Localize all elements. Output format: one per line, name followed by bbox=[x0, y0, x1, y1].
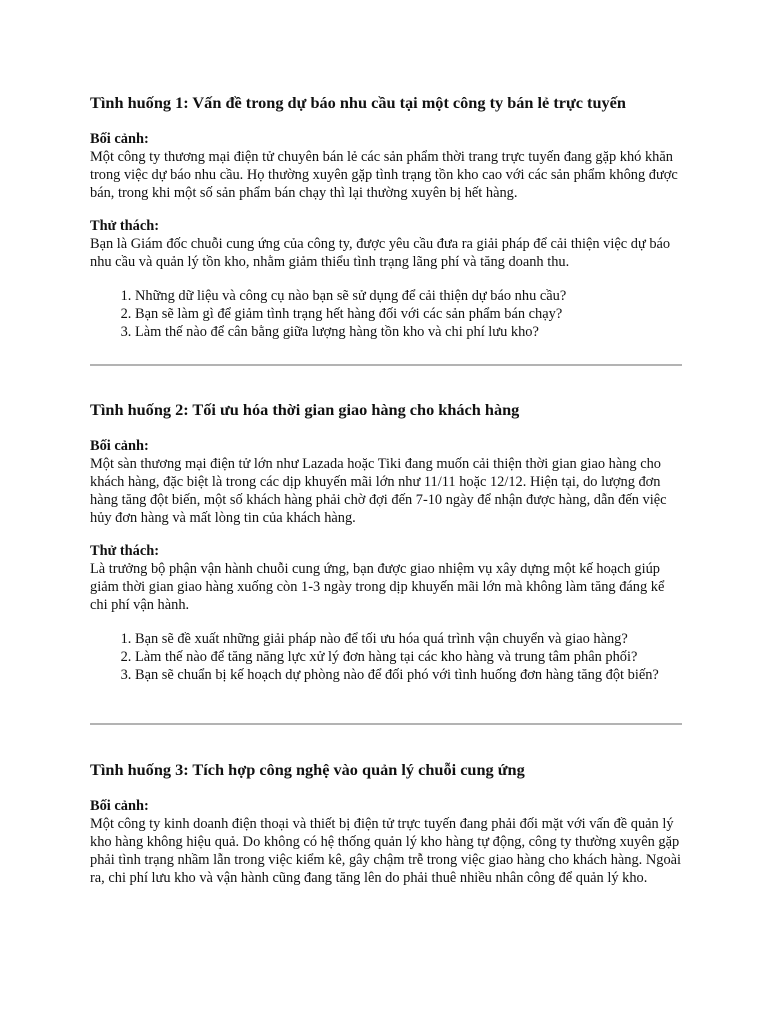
case-2 bbox=[90, 400, 682, 684]
case-1-challenge-text: Bạn là Giám đốc chuỗi cung ứng của công ty, được yêu cầu đưa ra giải pháp để cải thiện việc dự báo nhu cầu và quản lý tồn kho, nhằm giảm thiểu tình trạng lãng phí và tăng doanh thu. bbox=[90, 236, 671, 270]
divider-1 bbox=[90, 364, 682, 366]
case-3-context-text: Một công ty kinh doanh điện thoại và thiết bị điện tử trực tuyến đang phải đối mặt với vấn đề quản lý kho hàng không hiệu quả. Do không có hệ thống quản lý kho hàng tự động, công ty thường xuyên gặp phải tình trạng nhầm lẫn trong việc kiểm kê, gây chậm trễ trong việc giao hàng cho khách hàng. Ngoài ra, chi phí lưu kho và vận hành cũng đang tăng lên do phải thuê nhiều nhân công để quản lý kho. bbox=[90, 816, 682, 886]
case-2-title: Tình huống 2: Tối ưu hóa thời gian giao hàng cho khách hàng bbox=[90, 400, 520, 419]
case-2-question-3: 3. Bạn sẽ chuẩn bị kế hoạch dự phòng nào để đối phó với tình huống đơn hàng tăng đột biến? bbox=[135, 666, 682, 684]
case-1-question-2: 2. Bạn sẽ làm gì để giảm tình trạng hết hàng đối với các sản phẩm bán chạy? bbox=[135, 305, 682, 323]
case-1-title: Tình huống 1: Vấn đề trong dự báo nhu cầu tại một công ty bán lẻ trực tuyến bbox=[90, 93, 626, 112]
case-3 bbox=[90, 760, 682, 903]
case-1-question-3: 3. Làm thế nào để cân bằng giữa lượng hàng tồn kho và chi phí lưu kho? bbox=[135, 323, 682, 341]
case-1-questions bbox=[90, 287, 682, 341]
case-2-question-1: 1. Bạn sẽ đề xuất những giải pháp nào để tối ưu hóa quá trình vận chuyển và giao hàng? bbox=[135, 630, 682, 648]
case-1-question-1: 1. Những dữ liệu và công cụ nào bạn sẽ sử dụng để cải thiện dự báo nhu cầu? bbox=[135, 287, 682, 305]
case-2-context-text: Một sàn thương mại điện tử lớn như Lazada hoặc Tiki đang muốn cải thiện thời gian giao hàng cho khách hàng, đặc biệt là trong các dịp khuyến mãi lớn như 11/11 hoặc 12/12. Hiện tại, do lượng đơn hàng tăng đột biến, một số khách hàng phải chờ đợi đến 7-10 ngày để nhận được hàng, dẫn đến việc hủy đơn hàng và mất lòng tin của khách hàng. bbox=[90, 456, 667, 526]
case-2-challenge-label: Thử thách: bbox=[90, 543, 160, 559]
case-2-context-label: Bối cảnh: bbox=[90, 438, 149, 454]
divider-2 bbox=[90, 723, 682, 725]
case-3-context-label: Bối cảnh: bbox=[90, 798, 149, 814]
case-1-context-text: Một công ty thương mại điện tử chuyên bán lẻ các sản phẩm thời trang trực tuyến đang gặp khó khăn trong việc dự báo nhu cầu. Họ thường xuyên gặp tình trạng tồn kho cao với các sản phẩm không được bán, trong khi một số sản phẩm bán chạy thì lại thường xuyên bị hết hàng. bbox=[90, 149, 678, 201]
case-2-challenge-text: Là trưởng bộ phận vận hành chuỗi cung ứng, bạn được giao nhiệm vụ xây dựng một kế hoạch giúp giảm thời gian giao hàng xuống còn 1-3 ngày trong dịp khuyến mãi lớn mà không làm tăng đáng kể chi phí vận hành. bbox=[90, 561, 665, 613]
case-2-questions bbox=[90, 630, 682, 684]
case-3-title: Tình huống 3: Tích hợp công nghệ vào quản lý chuỗi cung ứng bbox=[90, 760, 525, 779]
case-1-challenge-label: Thử thách: bbox=[90, 218, 160, 234]
case-1-context-label: Bối cảnh: bbox=[90, 131, 149, 147]
case-1 bbox=[90, 93, 682, 341]
case-2-question-2: 2. Làm thế nào để tăng năng lực xử lý đơn hàng tại các kho hàng và trung tâm phân phối? bbox=[135, 648, 682, 666]
